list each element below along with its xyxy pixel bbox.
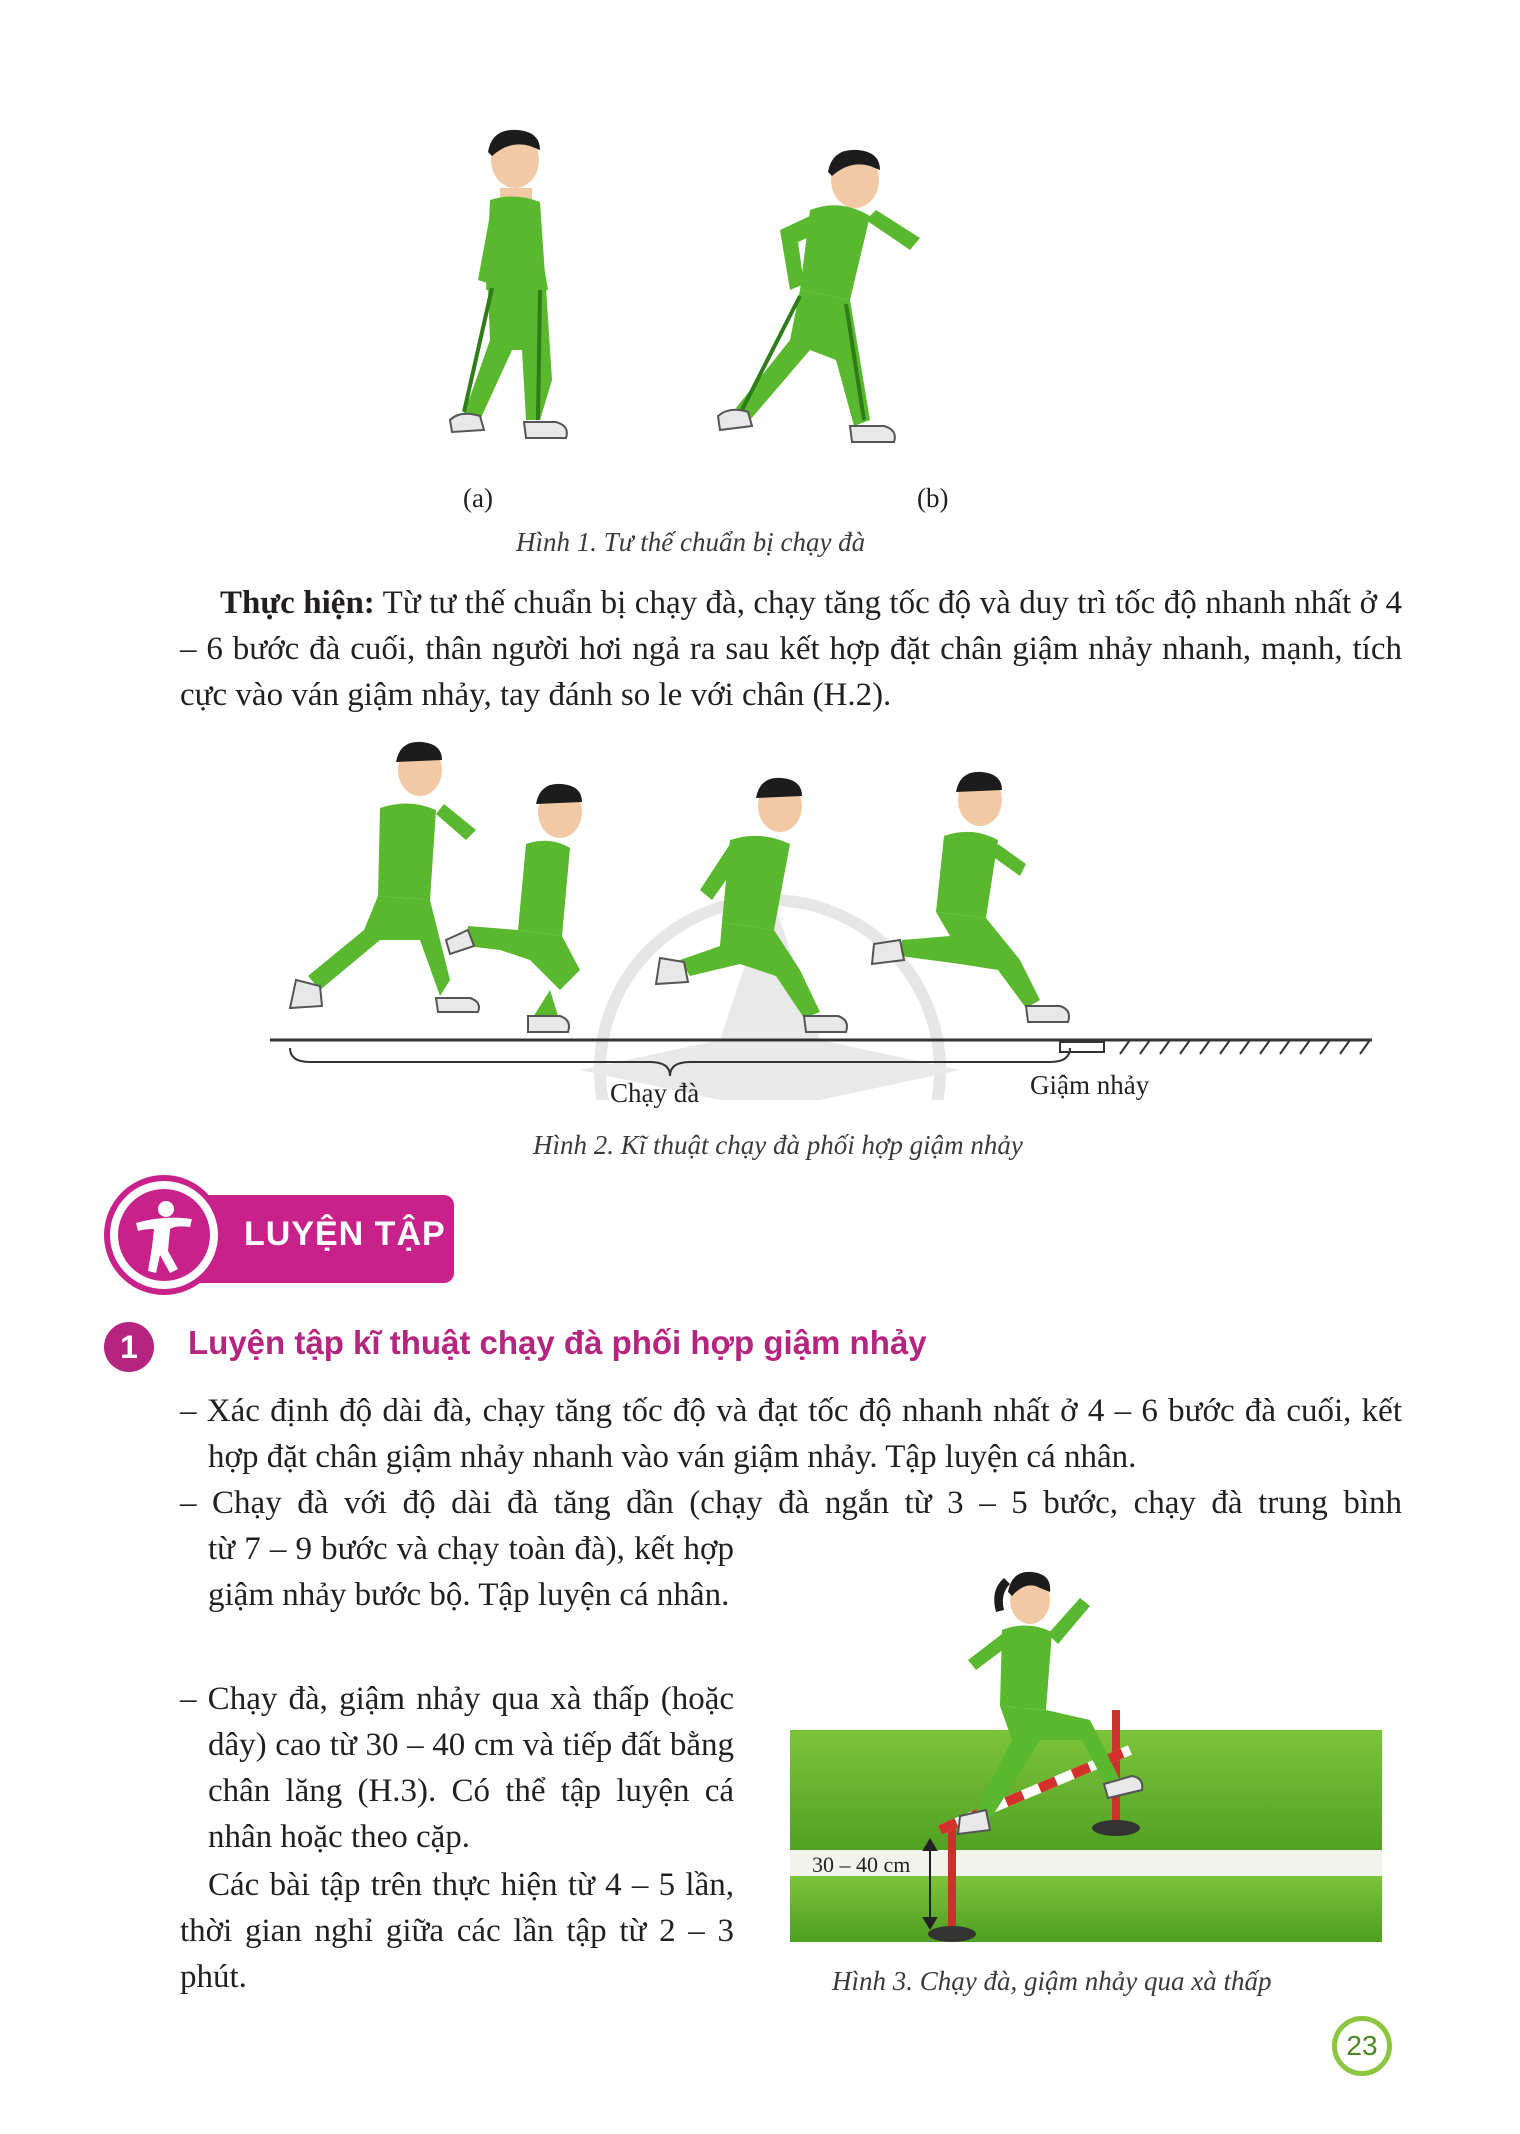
practice-badge bbox=[104, 1175, 454, 1295]
figure-1-illustration bbox=[380, 120, 1140, 500]
figure-2-caption: Hình 2. Kĩ thuật chạy đà phối hợp giậm nhảy bbox=[533, 1130, 1023, 1160]
page-number: 23 bbox=[1332, 2016, 1392, 2076]
exercise-1-bullet-1: – Xác định độ dài đà, chạy tăng tốc độ và đạt tốc độ nhanh nhất ở 4 – 6 bước đà cuối, kết hợp đặt chân giậm nhảy nhanh vào ván giậm nhảy. Tập luyện cá nhân. bbox=[180, 1393, 1402, 1475]
exercise-1-bullet-2-rest: từ 7 – 9 bước và chạy toàn đà), kết hợp giậm nhảy bước bộ. Tập luyện cá nhân. bbox=[208, 1531, 734, 1613]
exercise-1-number: 1 bbox=[104, 1322, 154, 1372]
exercise-1-bullet-3: – Chạy đà, giậm nhảy qua xà thấp (hoặc dây) cao từ 30 – 40 cm và tiếp đất bằng chân lăng (H.3). Có thể tập luyện cá nhân hoặc theo cặp. bbox=[180, 1681, 734, 1855]
practice-badge-circle bbox=[104, 1175, 224, 1295]
exercise-1-note: Các bài tập trên thực hiện từ 4 – 5 lần, thời gian nghỉ giữa các lần tập từ 2 – 3 phút. bbox=[180, 1867, 734, 1995]
figure-1 bbox=[380, 120, 1140, 500]
runner-stride-1 bbox=[290, 742, 479, 1012]
sand-pit-hatching bbox=[1120, 1040, 1370, 1054]
figure-3-illustration bbox=[790, 1550, 1382, 1950]
figure-1-label-a: (a) bbox=[463, 483, 493, 513]
hurdle-base-left bbox=[928, 1926, 976, 1942]
takeoff-board bbox=[1060, 1042, 1104, 1052]
figure-2-illustration bbox=[260, 740, 1380, 1100]
grass-foreground bbox=[790, 1876, 1382, 1942]
execution-text: Từ tư thế chuẩn bị chạy đà, chạy tăng tốc độ và duy trì tốc độ nhanh nhất ở 4 – 6 bước đà cuối, thân người hơi ngả ra sau kết hợp đặt chân giậm nhảy nhanh, mạnh, tích cực vào ván giậm nhảy, tay đánh so le với chân (H.2). bbox=[180, 585, 1402, 713]
figure-3 bbox=[790, 1550, 1382, 1950]
execution-paragraph bbox=[180, 580, 1402, 718]
boy-ready-figure bbox=[718, 150, 920, 442]
runner-stride-2 bbox=[446, 784, 582, 1032]
exercise-1-title: Luyện tập kĩ thuật chạy đà phối hợp giậm nhảy bbox=[188, 1324, 927, 1361]
practice-badge-label: LUYỆN TẬP bbox=[244, 1215, 446, 1253]
execution-heading: Thực hiện: bbox=[220, 585, 375, 621]
runner-stride-4 bbox=[872, 772, 1069, 1022]
figure-1-label-b: (b) bbox=[917, 483, 949, 513]
figure-3-caption: Hình 3. Chạy đà, giậm nhảy qua xà thấp bbox=[832, 1966, 1272, 1996]
figure-3-height-label: 30 – 40 cm bbox=[812, 1852, 911, 1877]
figure-2 bbox=[260, 740, 1380, 1100]
runner-icon bbox=[118, 1189, 210, 1281]
hurdle-post-left bbox=[948, 1820, 956, 1930]
exercise-1-bullet-2-line-1: – Chạy đà với độ dài đà tăng dần (chạy đà ngắn từ 3 – 5 bước, chạy đà trung bình bbox=[180, 1485, 1402, 1521]
figure-2-run-label: Chạy đà bbox=[610, 1078, 700, 1108]
boy-walking-figure bbox=[450, 130, 567, 438]
figure-1-caption: Hình 1. Tư thế chuẩn bị chạy đà bbox=[516, 527, 866, 557]
figure-2-takeoff-label: Giậm nhảy bbox=[1030, 1070, 1150, 1100]
grass-field bbox=[790, 1730, 1382, 1860]
hurdle-base-right bbox=[1092, 1820, 1140, 1836]
